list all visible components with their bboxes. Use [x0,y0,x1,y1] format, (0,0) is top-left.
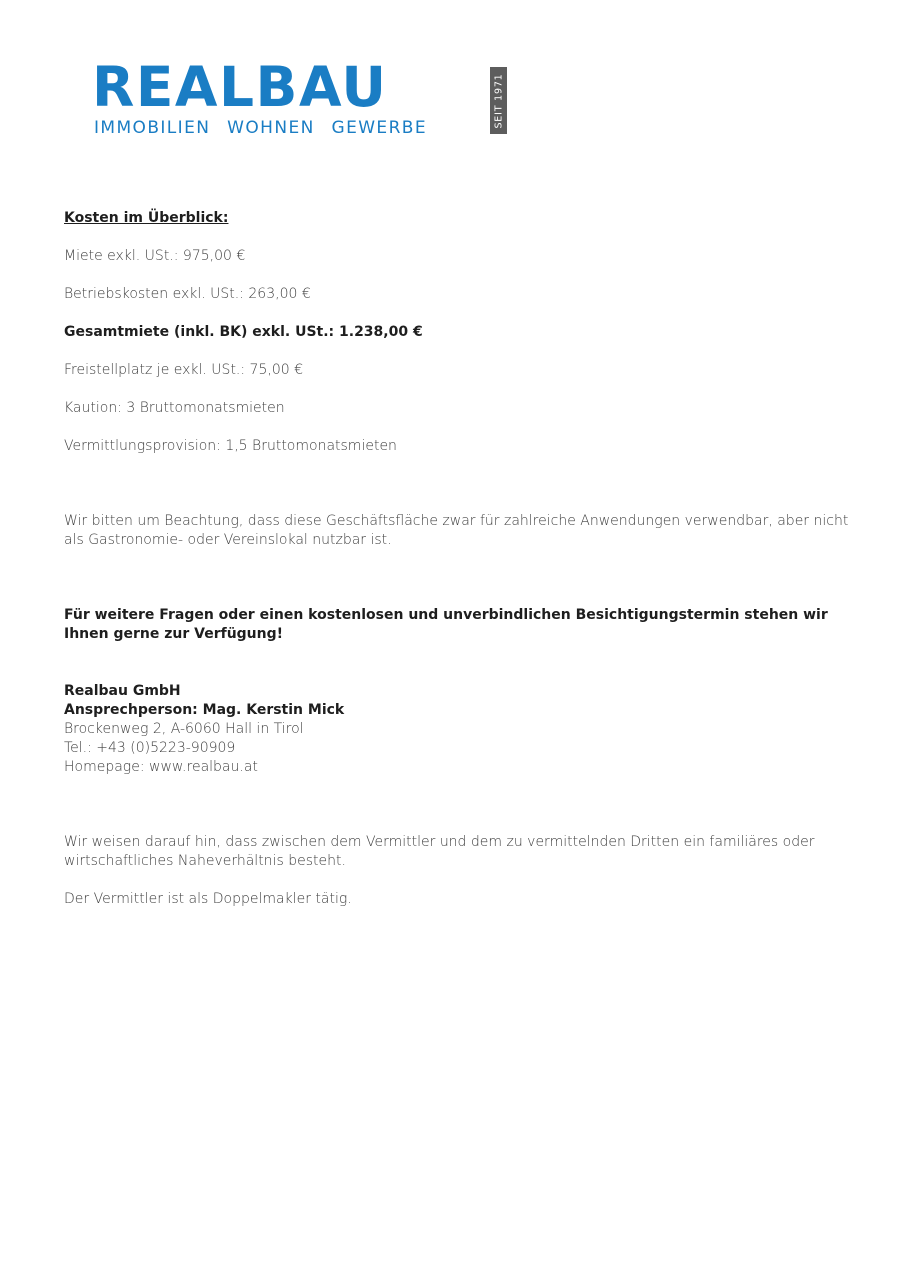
operating-costs-line: Betriebskosten exkl. USt.: 263,00 € [64,286,311,302]
usage-notice-line: als Gastronomie- oder Vereinslokal nutzbar ist. [64,532,392,548]
disclaimer-line: Wir weisen darauf hin, dass zwischen dem Vermittler und dem zu vermittelnden Dritten ein familiäres oder [64,834,815,850]
relationship-disclaimer [64,833,844,871]
parking-line: Freistellplatz je exkl. USt.: 75,00 € [64,362,303,378]
contact-block [64,682,844,777]
commission-line: Vermittlungsprovision: 1,5 Bruttomonatsmieten [64,438,397,454]
contact-invitation-line: Ihnen gerne zur Verfügung! [64,626,284,642]
contact-homepage[interactable]: Homepage: www.realbau.at [64,759,258,775]
logo-wordmark: REALBAU [92,55,388,119]
company-name: Realbau GmbH [64,683,181,699]
usage-notice [64,512,849,550]
usage-notice-line: Wir bitten um Beachtung, dass diese Geschäftsfläche zwar für zahlreiche Anwendungen verwendbar, aber nicht [64,513,849,529]
disclaimer-line: wirtschaftliches Naheverhältnis besteht. [64,853,346,869]
deposit-line: Kaution: 3 Bruttomonatsmieten [64,400,285,416]
logo-tagline: IMMOBILIEN WOHNEN GEWERBE [94,118,427,138]
logo-since-badge [490,67,507,134]
contact-address: Brockenweg 2, A-6060 Hall in Tirol [64,721,304,737]
costs-heading: Kosten im Überblick: [64,210,229,226]
logo-since-label: SEIT 1971 [493,72,504,129]
rent-line: Miete exkl. USt.: 975,00 € [64,248,246,264]
contact-phone[interactable]: Tel.: +43 (0)5223-90909 [64,740,236,756]
contact-person: Ansprechperson: Mag. Kerstin Mick [64,702,345,718]
double-broker-note: Der Vermittler ist als Doppelmakler tätig. [64,891,352,907]
contact-invitation-line: Für weitere Fragen oder einen kostenlosen und unverbindlichen Besichtigungstermin stehen wir [64,607,828,623]
total-rent-line: Gesamtmiete (inkl. BK) exkl. USt.: 1.238,00 € [64,324,423,340]
realbau-logo [92,55,512,140]
contact-invitation [64,606,844,644]
